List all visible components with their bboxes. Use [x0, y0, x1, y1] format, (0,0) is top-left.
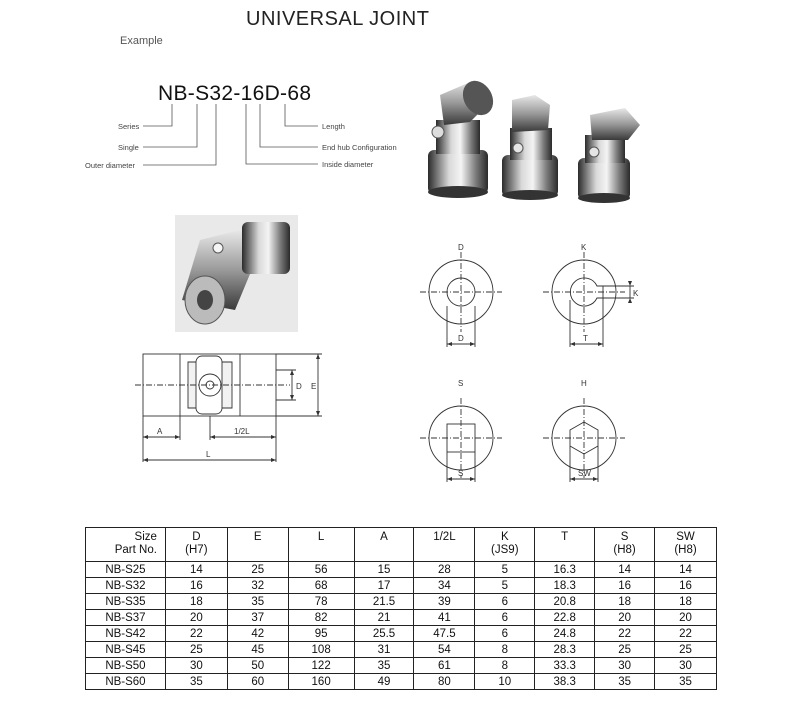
example-label: Example [120, 35, 163, 47]
table-cell: 18.3 [535, 578, 595, 594]
table-cell: 22 [595, 626, 655, 642]
page-title: UNIVERSAL JOINT [246, 8, 430, 30]
table-cell: 14 [655, 562, 717, 578]
legend-single: Single [118, 143, 139, 152]
table-cell: 21 [354, 610, 414, 626]
table-cell: 15 [354, 562, 414, 578]
table-row [86, 626, 717, 642]
table-cell: 22 [655, 626, 717, 642]
table-cell: 50 [227, 658, 288, 674]
table-row [86, 658, 717, 674]
table-cell: 35 [227, 594, 288, 610]
table-cell: 42 [227, 626, 288, 642]
table-cell: 18 [165, 594, 227, 610]
header-size [86, 528, 166, 562]
part-number-cell: NB-S42 [86, 626, 166, 642]
table-cell: 8 [475, 642, 535, 658]
bore-s-bottom-label: S [458, 469, 464, 478]
table-cell: 25 [227, 562, 288, 578]
table-cell: 160 [288, 674, 354, 690]
part-number-cell: NB-S32 [86, 578, 166, 594]
legend-outer-diameter: Outer diameter [85, 161, 136, 170]
dim-label-e: E [311, 382, 317, 391]
table-cell: 5 [475, 578, 535, 594]
table-cell: 14 [165, 562, 227, 578]
table-cell: 60 [227, 674, 288, 690]
table-cell: 45 [227, 642, 288, 658]
table-cell: 68 [288, 578, 354, 594]
bore-s-top-label: S [458, 379, 464, 388]
bore-h-top-label: H [581, 379, 587, 388]
table-cell: 16 [595, 578, 655, 594]
legend-inside-diameter: Inside diameter [322, 160, 374, 169]
table-cell: 20.8 [535, 594, 595, 610]
table-cell: 17 [354, 578, 414, 594]
table-cell: 61 [414, 658, 475, 674]
table-cell: 22.8 [535, 610, 595, 626]
table-row [86, 642, 717, 658]
table-cell: 108 [288, 642, 354, 658]
bore-h-bottom-label: SW [578, 469, 591, 478]
table-cell: 49 [354, 674, 414, 690]
bore-view-k [543, 252, 634, 347]
table-cell: 30 [655, 658, 717, 674]
table-cell: 16 [165, 578, 227, 594]
table-row [86, 594, 717, 610]
table-cell: 10 [475, 674, 535, 690]
bore-d-bottom-label: D [458, 334, 464, 343]
table-cell: 80 [414, 674, 475, 690]
table-cell: 16.3 [535, 562, 595, 578]
spec-table [85, 527, 717, 690]
bore-k-top-label: K [581, 243, 587, 252]
header-size-line1: Size [134, 531, 157, 543]
table-cell: 28 [414, 562, 475, 578]
table-cell: 35 [595, 674, 655, 690]
part-number-cell: NB-S45 [86, 642, 166, 658]
table-row [86, 562, 717, 578]
table-cell: 35 [165, 674, 227, 690]
header-s: S (H8) [595, 528, 655, 562]
table-cell: 30 [165, 658, 227, 674]
header-a: A [354, 528, 414, 562]
part-number-cell: NB-S50 [86, 658, 166, 674]
dim-label-l: L [206, 450, 211, 459]
header-half-l: 1/2L [414, 528, 475, 562]
table-cell: 78 [288, 594, 354, 610]
table-cell: 5 [475, 562, 535, 578]
dim-label-a: A [157, 427, 163, 436]
table-cell: 39 [414, 594, 475, 610]
header-l: L [288, 528, 354, 562]
table-cell: 18 [655, 594, 717, 610]
bore-view-d [420, 252, 502, 347]
bore-d-top-label: D [458, 243, 464, 252]
bore-k-bottom-label: T [583, 334, 588, 343]
table-cell: 25 [595, 642, 655, 658]
header-d: D (H7) [165, 528, 227, 562]
table-cell: 6 [475, 626, 535, 642]
table-cell: 37 [227, 610, 288, 626]
table-cell: 16 [655, 578, 717, 594]
table-cell: 6 [475, 610, 535, 626]
table-cell: 14 [595, 562, 655, 578]
part-number-cell: NB-S35 [86, 594, 166, 610]
table-cell: 35 [354, 658, 414, 674]
table-cell: 28.3 [535, 642, 595, 658]
header-size-line2: Part No. [114, 544, 157, 556]
header-k: K (JS9) [475, 528, 535, 562]
table-cell: 54 [414, 642, 475, 658]
part-number-cell: NB-S25 [86, 562, 166, 578]
table-cell: 31 [354, 642, 414, 658]
table-row [86, 578, 717, 594]
legend-end-hub: End hub Configuration [322, 143, 397, 152]
header-t: T [535, 528, 595, 562]
header-sw: SW (H8) [655, 528, 717, 562]
spec-table-body [86, 562, 717, 690]
table-cell: 82 [288, 610, 354, 626]
table-cell: 20 [655, 610, 717, 626]
dim-label-d: D [296, 382, 302, 391]
legend-series: Series [118, 122, 140, 131]
part-number-cell: NB-S37 [86, 610, 166, 626]
table-cell: 18 [595, 594, 655, 610]
table-cell: 47.5 [414, 626, 475, 642]
legend-length: Length [322, 122, 345, 131]
table-cell: 33.3 [535, 658, 595, 674]
table-cell: 21.5 [354, 594, 414, 610]
table-cell: 122 [288, 658, 354, 674]
table-cell: 34 [414, 578, 475, 594]
table-cell: 35 [655, 674, 717, 690]
table-cell: 41 [414, 610, 475, 626]
table-cell: 95 [288, 626, 354, 642]
table-cell: 56 [288, 562, 354, 578]
table-cell: 25 [165, 642, 227, 658]
table-cell: 8 [475, 658, 535, 674]
part-number-cell: NB-S60 [86, 674, 166, 690]
table-cell: 24.8 [535, 626, 595, 642]
table-cell: 30 [595, 658, 655, 674]
header-e: E [227, 528, 288, 562]
table-cell: 25.5 [354, 626, 414, 642]
dim-label-half-l: 1/2L [234, 427, 250, 436]
table-row [86, 610, 717, 626]
table-cell: 20 [165, 610, 227, 626]
part-number-example: NB-S32-16D-68 [158, 82, 312, 105]
table-cell: 38.3 [535, 674, 595, 690]
table-header-row [86, 528, 717, 562]
table-cell: 32 [227, 578, 288, 594]
table-cell: 20 [595, 610, 655, 626]
table-row [86, 674, 717, 690]
table-cell: 6 [475, 594, 535, 610]
table-cell: 22 [165, 626, 227, 642]
table-cell: 25 [655, 642, 717, 658]
bore-k-side-label: K [633, 289, 639, 298]
